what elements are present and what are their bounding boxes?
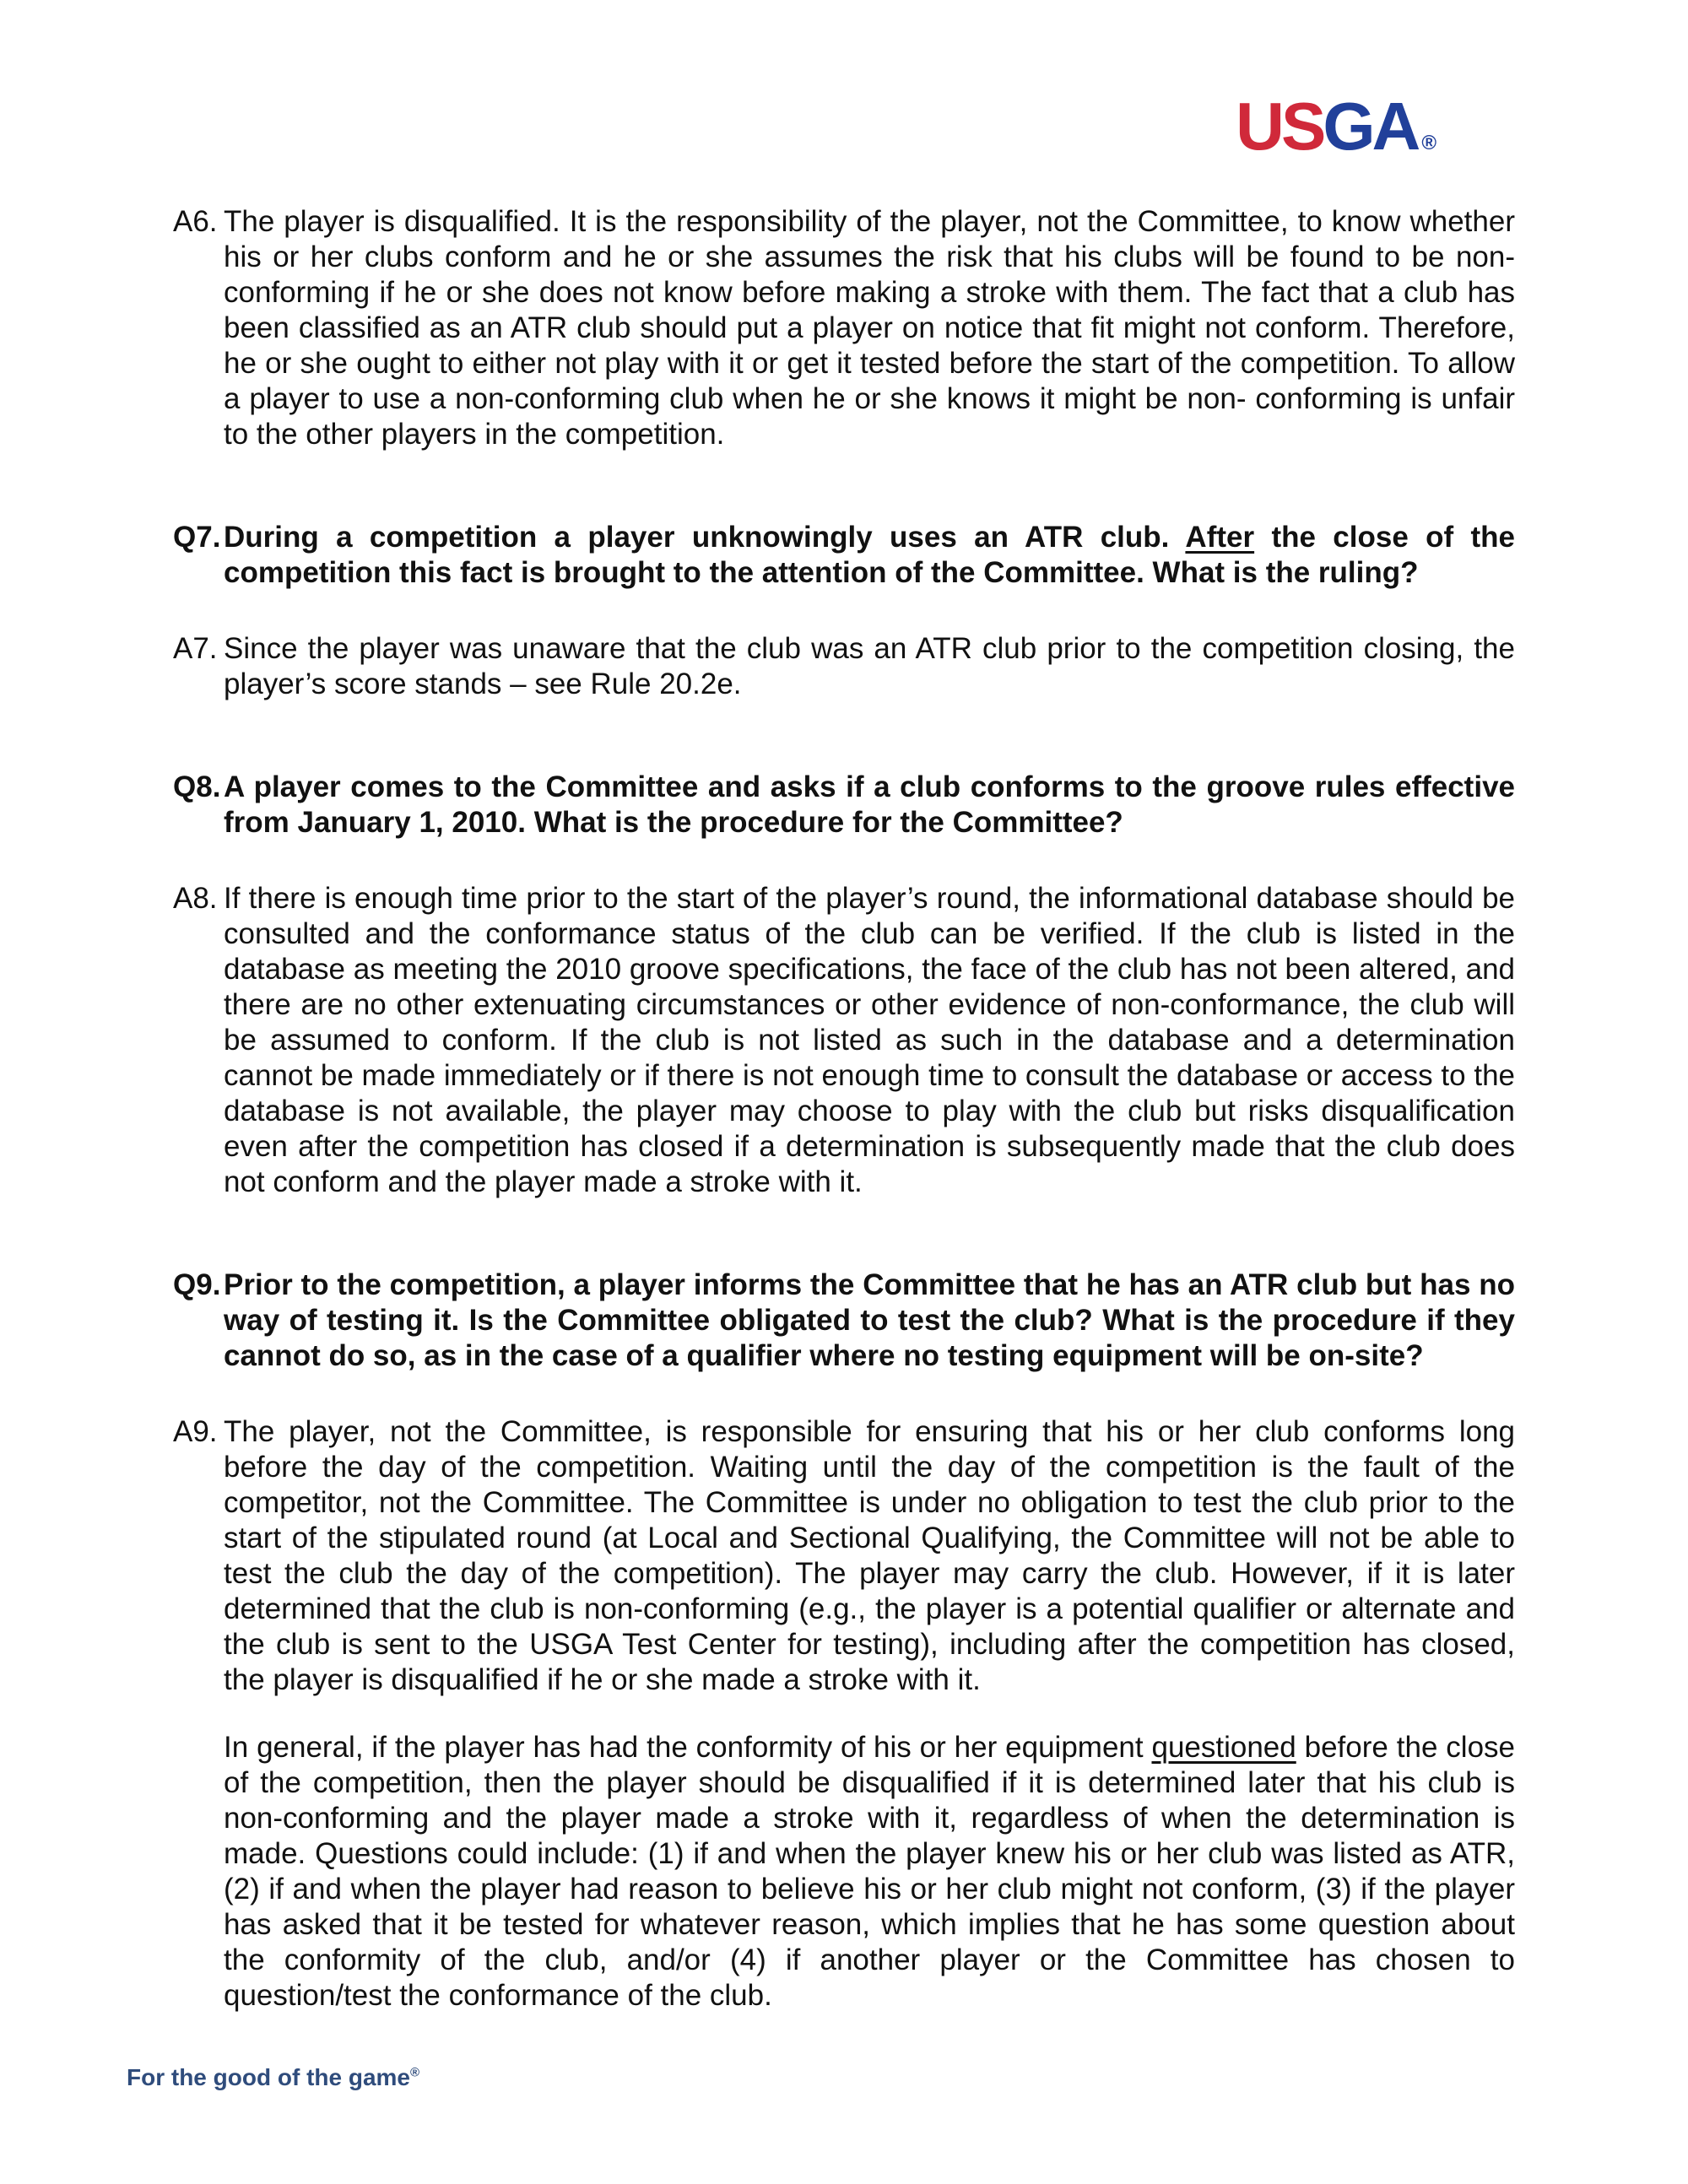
page-header xyxy=(0,0,1688,164)
qa-text: Prior to the competition, a player informs the Committee that he has an ATR club but has no way of testing it. Is the Committee obligated to test the club? What is the procedure if they cannot do so, as in the case of a qualifier where no testing equipment will be on-site? xyxy=(224,1268,1515,1372)
document-body xyxy=(173,204,1515,2014)
qa-text: The player is disqualified. It is the responsibility of the player, not the Committee, to know whether his or her clubs conform and he or she assumes the risk that his clubs will be found to be non-conforming if he or she does not know before making a stroke with them. The fact that a club has been classified as an ATR club should put a player on notice that fit might not conform. Therefore, he or she ought to either not play with it or get it tested before the start of the competition. To allow a player to use a non-conforming club when he or she knows it might be non- conforming is unfair to the other players in the competition. xyxy=(224,205,1515,451)
qa-label: A8. xyxy=(173,882,218,915)
usga-logo xyxy=(1236,89,1436,164)
underlined-word: After xyxy=(1185,521,1255,554)
underlined-word: questioned xyxy=(1151,1731,1296,1764)
qa-block-a6 xyxy=(173,204,1515,452)
qa-block-a9-continued xyxy=(173,1730,1515,2014)
logo-ga-text: GA xyxy=(1323,89,1418,164)
qa-text: Since the player was unaware that the club was an ATR club prior to the competition closing, the player’s score stands – see Rule 20.2e. xyxy=(224,632,1515,700)
qa-text: During a competition a player unknowingly uses an ATR club. After the close of the competition this fact is brought to the attention of the Committee. What is the ruling? xyxy=(224,521,1515,589)
qa-block-q7 xyxy=(173,520,1515,591)
qa-block-a8 xyxy=(173,881,1515,1200)
footer-tagline-text: For the good of the game xyxy=(127,2064,410,2090)
qa-label: A9. xyxy=(173,1415,218,1448)
footer-registered-mark-icon: ® xyxy=(410,2065,420,2080)
logo-us-text: US xyxy=(1236,89,1323,164)
qa-text: If there is enough time prior to the start of the player’s round, the informational database should be consulted and the conformance status of the club can be verified. If the club is listed in the database as meeting the 2010 groove specifications, the face of the club has not been altered, and there are no other extenuating circumstances or other evidence of non-conformance, the club will be assumed to conform. If the club is not listed as such in the database and a determination cannot be made immediately or if there is not enough time to consult the database or access to the database is not available, the player may choose to play with the club but risks disqualification even after the competition has closed if a determination is subsequently made that the club does not conform and the player made a stroke with it. xyxy=(224,882,1515,1198)
qa-label: Q7. xyxy=(173,521,221,554)
qa-label: A7. xyxy=(173,632,218,665)
qa-label xyxy=(173,1730,224,2014)
qa-text: In general, if the player has had the conformity of his or her equipment questioned before the close of the competition, then the player should be disqualified if it is determined later that his club is non-conforming and the player made a stroke with it, regardless of when the determination is made. Questions could include: (1) if and when the player knew his or her club was listed as ATR, (2) if and when the player had reason to believe his or her club might not conform, (3) if the player has asked that it be tested for whatever reason, which implies that he has some question about the conformity of the club, and/or (4) if another player or the Committee has chosen to question/test the conformance of the club. xyxy=(224,1731,1515,2012)
qa-text: A player comes to the Committee and asks if a club conforms to the groove rules effective from January 1, 2010. What is the procedure for the Committee? xyxy=(224,770,1515,839)
qa-block-a7 xyxy=(173,631,1515,702)
footer-tagline xyxy=(127,2064,419,2091)
qa-text: The player, not the Committee, is responsible for ensuring that his or her club conforms long before the day of the competition. Waiting until the day of the competition is the fault of the competitor, not the Committee. The Committee is under no obligation to test the club prior to the start of the stipulated round (at Local and Sectional Qualifying, the Committee will not be able to test the club the day of the competition). The player may carry the club. However, if it is later determined that the club is non-conforming (e.g., the player is a potential qualifier or alternate and the club is sent to the USGA Test Center for testing), including after the competition has closed, the player is disqualified if he or she made a stroke with it. xyxy=(224,1415,1515,1696)
registered-mark-icon: ® xyxy=(1421,132,1436,154)
qa-block-q9 xyxy=(173,1268,1515,1374)
qa-label: A6. xyxy=(173,205,218,238)
qa-label: Q8. xyxy=(173,770,221,803)
qa-block-q8 xyxy=(173,770,1515,841)
qa-label: Q9. xyxy=(173,1268,221,1301)
qa-block-a9 xyxy=(173,1414,1515,1698)
